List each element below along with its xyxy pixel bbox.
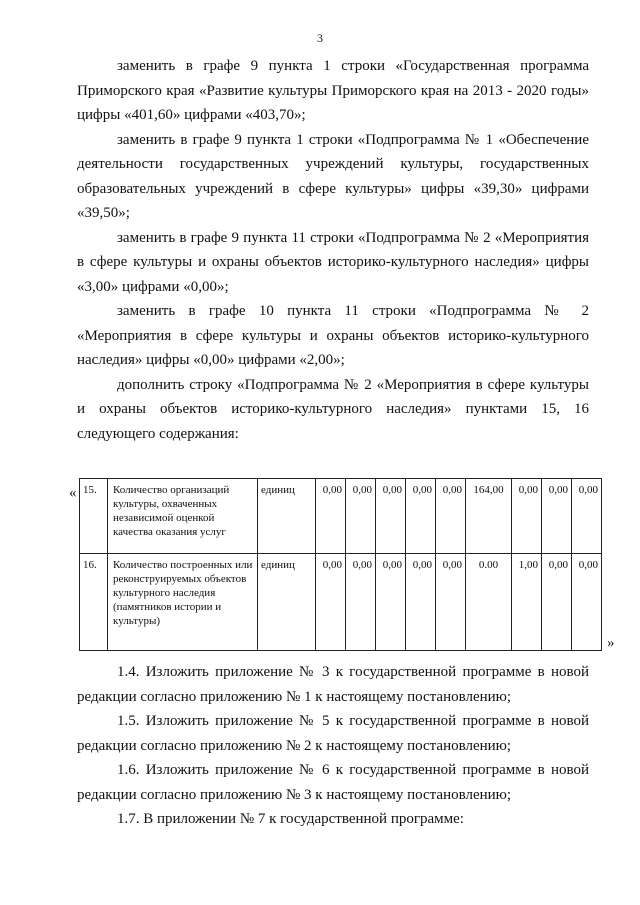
value-cell: 0,00 <box>316 554 346 651</box>
paragraph-4: заменить в графе 10 пункта 11 строки «Подпрограмма № 2 «Мероприятия в сфере культуры и охраны объектов историко-культурного наследия» цифры «0,00» цифрами «2,00»; <box>77 303 589 368</box>
row-number: 16. <box>80 554 108 651</box>
value-cell: 0,00 <box>542 479 572 554</box>
paragraph-3: заменить в графе 9 пункта 11 строки «Подпрограмма № 2 «Мероприятия в сфере культуры и охраны объектов историко-культурного наследия» цифры «3,00» цифрами «0,00»; <box>77 229 589 295</box>
top-text-block <box>77 54 589 446</box>
bottom-text-block <box>77 660 589 832</box>
value-cell: 0,00 <box>572 554 602 651</box>
value-cell: 0,00 <box>542 554 572 651</box>
paragraph-1-4: 1.4. Изложить приложение № 3 к государственной программе в новой редакции согласно приложению № 1 к настоящему постановлению; <box>77 664 589 705</box>
value-cell: 0.00 <box>466 554 512 651</box>
value-cell: 0,00 <box>436 554 466 651</box>
indicator-name: Количество построенных или реконструируемых объектов культурного наследия (памятников истории и культуры) <box>108 554 258 651</box>
paragraph-2: заменить в графе 9 пункта 1 строки «Подпрограмма № 1 «Обеспечение деятельности государственных учреждений культуры, государственных образовательных учреждений в сфере культуры» цифры «39,30» цифрами «39,50»; <box>77 131 589 221</box>
paragraph-1: заменить в графе 9 пункта 1 строки «Государственная программа Приморского края «Развитие культуры Приморского края на 2013 - 2020 годы» цифры «401,60» цифрами «403,70»; <box>77 58 589 123</box>
table-opening-quote: « <box>69 485 77 501</box>
value-cell: 0,00 <box>406 554 436 651</box>
paragraph-5: дополнить строку «Подпрограмма № 2 «Мероприятия в сфере культуры и охраны объектов историко-культурного наследия» пунктами 15, 16 следующего содержания: <box>77 376 589 442</box>
value-cell: 0,00 <box>316 479 346 554</box>
value-cell: 0,00 <box>376 554 406 651</box>
table-closing-quote: » <box>607 635 615 651</box>
paragraph-1-6: 1.6. Изложить приложение № 6 к государственной программе в новой редакции согласно приложению № 3 к настоящему постановлению; <box>77 762 589 803</box>
paragraph-1-7: 1.7. В приложении № 7 к государственной программе: <box>117 811 464 827</box>
value-cell: 164,00 <box>466 479 512 554</box>
table-row <box>80 479 602 554</box>
unit: единиц <box>258 479 316 554</box>
value-cell: 0,00 <box>572 479 602 554</box>
value-cell: 0,00 <box>406 479 436 554</box>
unit: единиц <box>258 554 316 651</box>
value-cell: 0,00 <box>376 479 406 554</box>
table-row <box>80 554 602 651</box>
value-cell: 0,00 <box>346 554 376 651</box>
value-cell: 0,00 <box>346 479 376 554</box>
indicator-name: Количество организаций культуры, охваченных независимой оценкой качества оказания услуг <box>108 479 258 554</box>
page-number: 3 <box>317 31 323 45</box>
paragraph-1-5: 1.5. Изложить приложение № 5 к государственной программе в новой редакции согласно приложению № 2 к настоящему постановлению; <box>77 713 589 754</box>
value-cell: 0,00 <box>512 479 542 554</box>
value-cell: 0,00 <box>436 479 466 554</box>
value-cell: 1,00 <box>512 554 542 651</box>
indicator-table <box>79 478 602 651</box>
row-number: 15. <box>80 479 108 554</box>
